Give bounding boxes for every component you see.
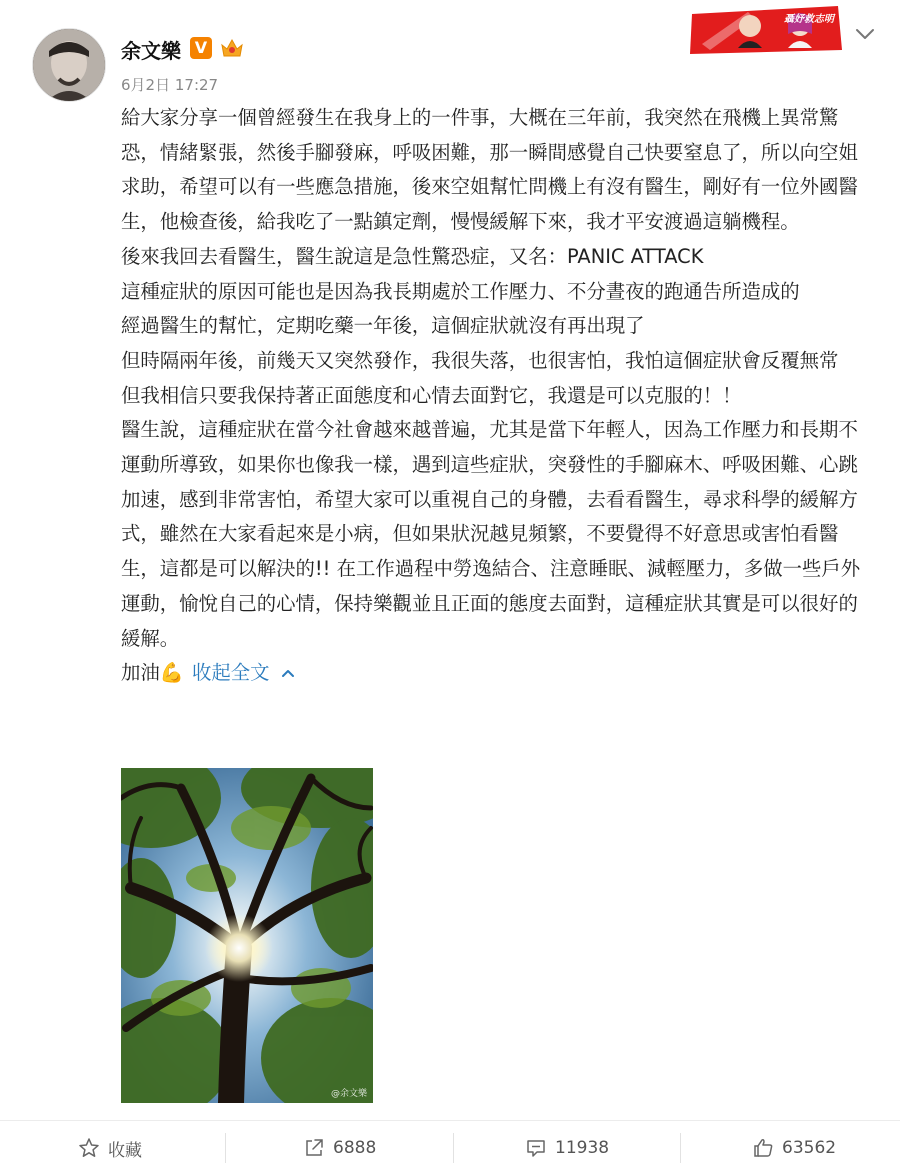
repost-button[interactable] bbox=[303, 1133, 376, 1163]
post-paragraph: 但我相信只要我保持著正面態度和心情去面對它，我還是可以克服的！！ bbox=[121, 383, 742, 407]
comment-button[interactable] bbox=[525, 1133, 609, 1163]
verified-badge-icon: V bbox=[190, 37, 212, 59]
promo-banner[interactable] bbox=[688, 4, 844, 56]
member-crown-icon bbox=[220, 37, 244, 59]
avatar[interactable] bbox=[32, 28, 106, 102]
promo-banner-text: 聶妤救志明 bbox=[784, 14, 834, 25]
photo-watermark: @余文樂 bbox=[330, 1089, 367, 1099]
collapse-text-link[interactable]: 收起全文 bbox=[191, 661, 270, 685]
more-menu-chevron-icon[interactable] bbox=[852, 24, 878, 44]
post-paragraph: 醫生說，這種症狀在當今社會越來越普遍，尤其是當下年輕人，因為工作壓力和長期不運動所導致，如果你也像我一樣，遇到這些症狀，突發性的手腳麻木、呼吸困難、心跳加速，感到非常害怕，希望大家可以重視自己的身體，去看看醫生，尋求科學的緩解方式，雖然在大家看起來是小病，但如果狀況越見頻繁，不要覺得不好意思或害怕看醫生，這都是可以解決的!! 在工作過程中勞逸結合、注意睡眠、減輕壓力，多做一些戶外運動，愉悅自己的心情，保持樂觀並且正面的態度去面對，這種症狀其實是可以很好的緩解。 bbox=[121, 418, 861, 650]
post-tail bbox=[121, 656, 863, 691]
thumbs-up-icon bbox=[752, 1137, 774, 1159]
comment-count: 11938 bbox=[555, 1138, 610, 1158]
footer-separator bbox=[680, 1133, 681, 1163]
repost-count: 6888 bbox=[333, 1138, 377, 1158]
repost-icon bbox=[303, 1137, 325, 1159]
post-paragraph: 這種症狀的原因可能也是因為我長期處於工作壓力、不分晝夜的跑通告所造成的 bbox=[121, 279, 800, 303]
like-button[interactable] bbox=[752, 1133, 836, 1163]
footer-divider bbox=[0, 1120, 900, 1121]
star-icon bbox=[78, 1137, 100, 1159]
post-time[interactable]: 6月2日 17:27 bbox=[121, 76, 219, 94]
like-count: 63562 bbox=[782, 1138, 837, 1158]
favorite-button[interactable] bbox=[78, 1133, 142, 1163]
post-closing: 加油💪 bbox=[121, 661, 184, 685]
post-paragraph: 後來我回去看醫生，醫生說這是急性驚恐症，又名：PANIC ATTACK bbox=[121, 244, 704, 268]
comment-icon bbox=[525, 1137, 547, 1159]
favorite-label: 收藏 bbox=[108, 1140, 142, 1161]
post-paragraph: 給大家分享一個曾經發生在我身上的一件事，大概在三年前，我突然在飛機上異常驚恐，情緒緊張，然後手腳發麻，呼吸困難，那一瞬間感覺自己快要窒息了，所以向空姐求助，希望可以有一些應急措施，後來空姐幫忙問機上有沒有醫生，剛好有一位外國醫生，他檢查後，給我吃了一點鎮定劑，慢慢緩解下來，我才平安渡過這躺機程。 bbox=[121, 106, 858, 234]
post-paragraph: 但時隔兩年後，前幾天又突然發作，我很失落，也很害怕，我怕這個症狀會反覆無常 bbox=[121, 348, 839, 372]
footer-separator bbox=[225, 1133, 226, 1163]
footer-separator bbox=[453, 1133, 454, 1163]
post-text bbox=[121, 101, 863, 691]
post-photo[interactable] bbox=[121, 768, 373, 1103]
chevron-up-icon[interactable] bbox=[280, 656, 296, 691]
username[interactable]: 余文樂 bbox=[121, 39, 181, 63]
post-paragraph: 經過醫生的幫忙，定期吃藥一年後，這個症狀就沒有再出現了 bbox=[121, 314, 645, 338]
